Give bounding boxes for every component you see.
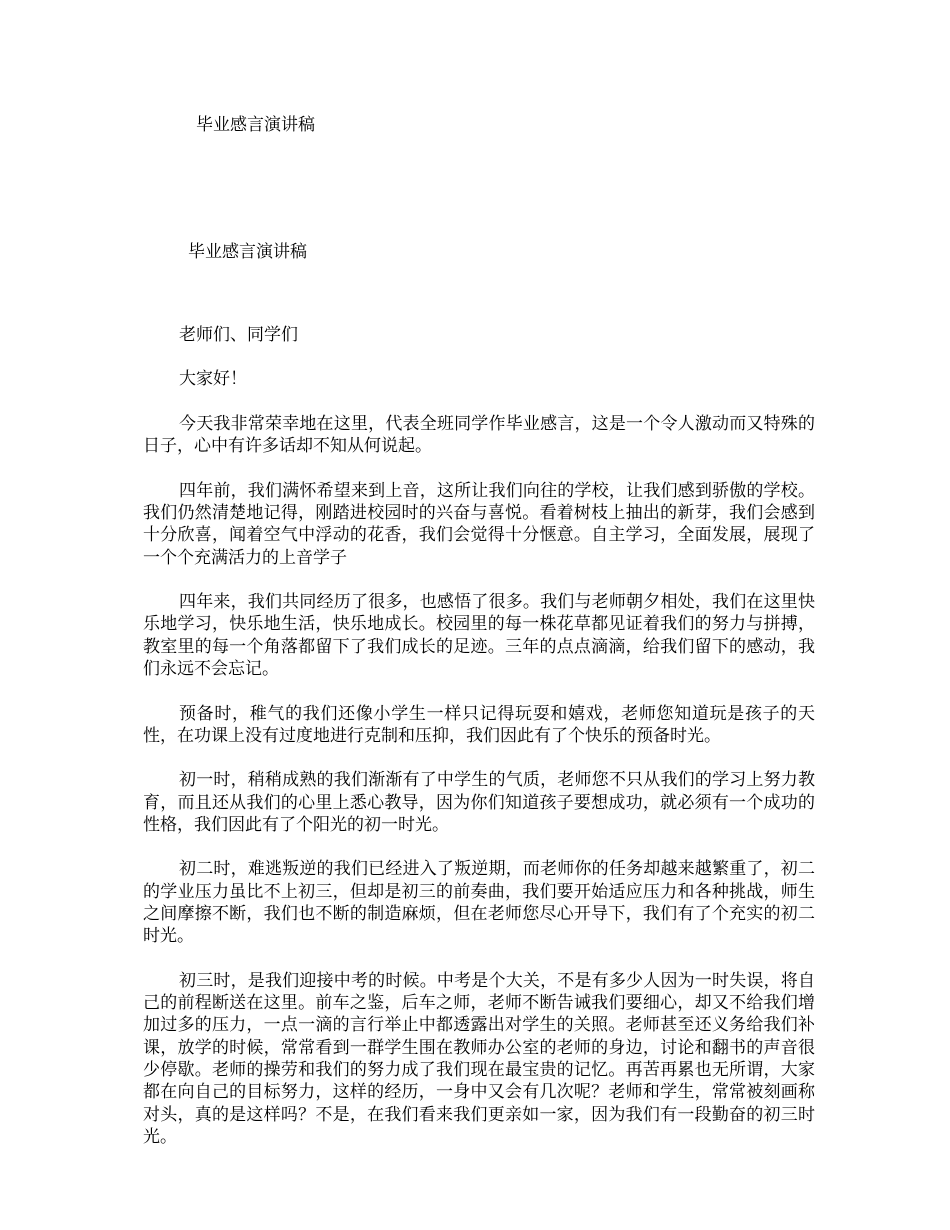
document-body <box>143 324 815 1170</box>
paragraph: 今天我非常荣幸地在这里，代表全班同学作毕业感言，这是一个令人激动而又特殊的日子，心中有许多话却不知从何说起。 <box>143 413 815 457</box>
paragraph: 四年前，我们满怀希望来到上音，这所让我们向往的学校，让我们感到骄傲的学校。我们仍然清楚地记得，刚踏进校园时的兴奋与喜悦。看着树枝上抽出的新芽，我们会感到十分欣喜，闻着空气中浮动的花香，我们会觉得十分惬意。自主学习，全面发展，展现了一个个充满活力的上音学子 <box>143 480 815 568</box>
paragraph: 初一时，稍稍成熟的我们渐渐有了中学生的气质，老师您不只从我们的学习上努力教育，而且还从我们的心里上悉心教导，因为你们知道孩子要想成功，就必须有一个成功的性格，我们因此有了个阳光的初一时光。 <box>143 770 815 835</box>
header-title: 毕业感言演讲稿 <box>196 115 315 135</box>
paragraph: 初三时，是我们迎接中考的时候。中考是个大关，不是有多少人因为一时失误，将自己的前程断送在这里。前车之鉴，后车之师，老师不断告诫我们要细心，却又不给我们增加过多的压力，一点一滴的言行举止中都透露出对学生的关照。老师甚至还义务给我们补课，放学的时候，常常看到一群学生围在教师办公室的老师的身边，讨论和翻书的声音很少停歇。老师的操劳和我们的努力成了我们现在最宝贵的记忆。再苦再累也无所谓，大家都在向自己的目标努力，这样的经历，一身中又会有几次呢？老师和学生，常常被刻画称对头，真的是这样吗？不是，在我们看来我们更亲如一家，因为我们有一段勤奋的初三时光。 <box>143 970 815 1147</box>
paragraph: 预备时，稚气的我们还像小学生一样只记得玩耍和嬉戏，老师您知道玩是孩子的天性，在功课上没有过度地进行克制和压抑，我们因此有了个快乐的预备时光。 <box>143 703 815 746</box>
document-title: 毕业感言演讲稿 <box>188 242 307 262</box>
paragraph: 初二时，难逃叛逆的我们已经进入了叛逆期，而老师你的任务却越来越繁重了，初二的学业压力虽比不上初三，但却是初三的前奏曲，我们要开始适应压力和各种挑战，师生之间摩擦不断，我们也不断的制造麻烦，但在老师您尽心开导下，我们有了个充实的初二时光。 <box>143 859 815 947</box>
greeting: 大家好！ <box>179 369 247 390</box>
paragraph: 四年来，我们共同经历了很多，也感悟了很多。我们与老师朝夕相处，我们在这里快乐地学习，快乐地生活，快乐地成长。校园里的每一株花草都见证着我们的努力与拼搏，教室里的每一个角落都留下了我们成长的足迹。三年的点点滴滴，给我们留下的感动，我们永远不会忘记。 <box>143 592 815 680</box>
salutation: 老师们、同学们 <box>179 325 298 345</box>
